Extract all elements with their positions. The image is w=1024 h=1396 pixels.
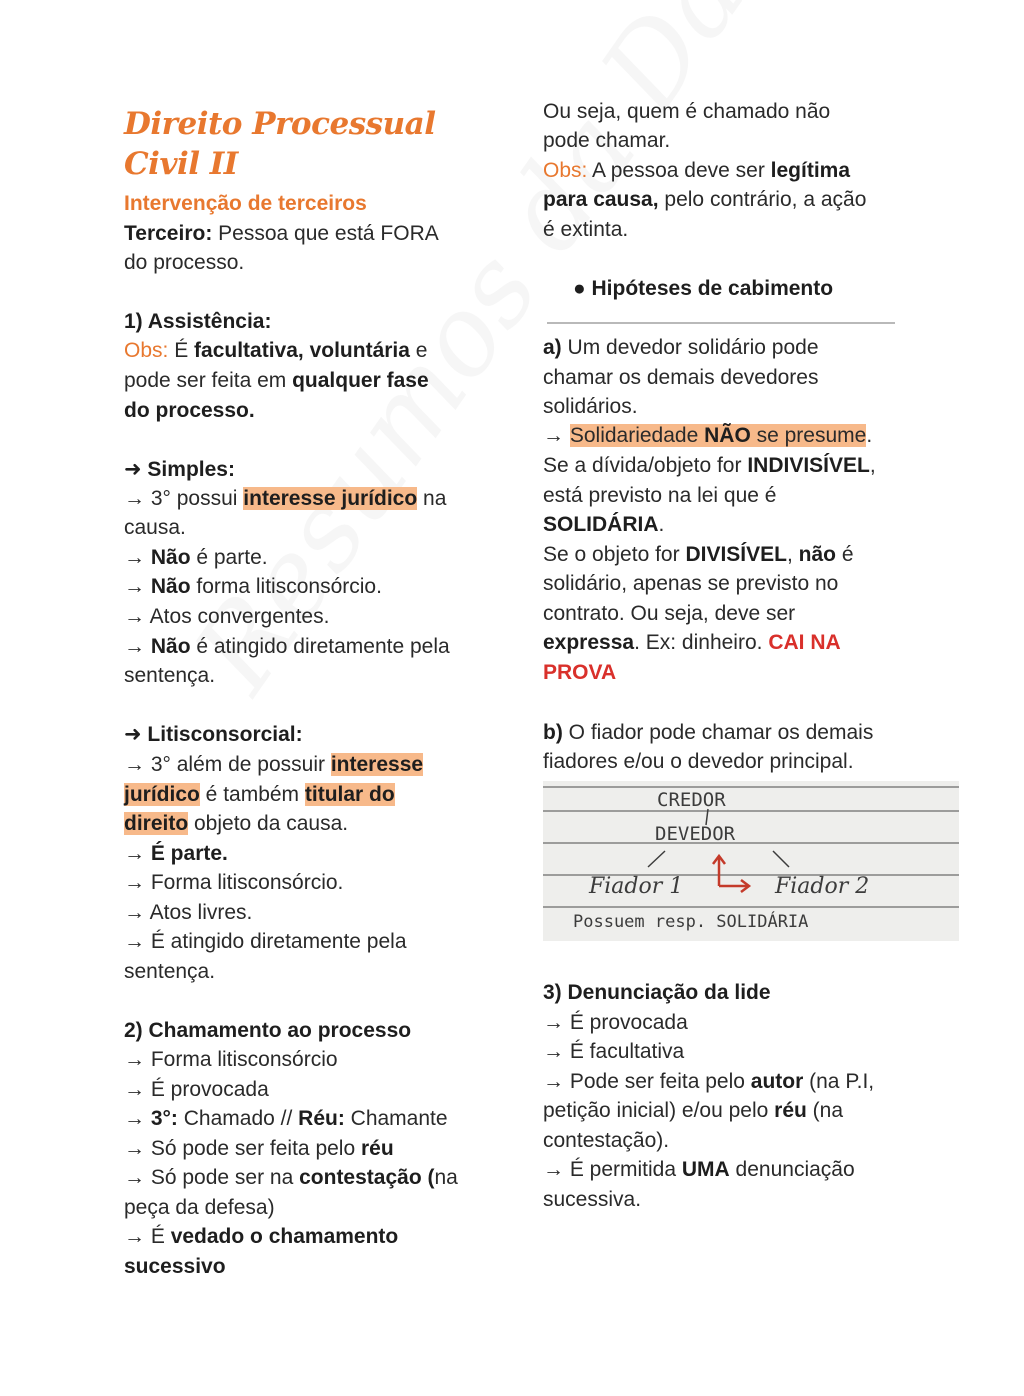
text-line: sentença.	[124, 960, 216, 983]
alert-text: CAI NA	[768, 631, 841, 654]
text-line: do processo.	[124, 251, 245, 274]
bullet-line: → Atos convergentes.	[124, 605, 330, 628]
text-line: está previsto na lei que é	[543, 484, 777, 507]
bullet-line: → Solidariedade NÃO se presume.	[543, 424, 873, 447]
text-line: contrato. Ou seja, deve ser	[543, 602, 796, 625]
text-line: peça da defesa)	[124, 1196, 275, 1219]
link-line	[773, 851, 789, 867]
bullet-line: → 3°: Chamado // Réu: Chamante	[124, 1107, 448, 1130]
hipotese-b: b) O fiador pode chamar os demais	[543, 721, 874, 744]
bullet-line: → É atingido diretamente pela	[124, 930, 407, 953]
bullet-line: → Pode ser feita pelo autor (na P.I,	[543, 1070, 875, 1093]
diagram-svg	[543, 781, 959, 941]
highlight: jurídico	[124, 783, 200, 806]
text-line: é extinta.	[543, 218, 629, 241]
denunciacao-heading: 3) Denunciação da lide	[543, 981, 771, 1004]
bullet-line: → Atos livres.	[124, 901, 253, 924]
caption-label: Possuem resp. SOLIDÁRIA	[573, 912, 809, 932]
text-line: pode ser feita em qualquer fase	[124, 369, 429, 392]
bullet-line: → Forma litisconsórcio	[124, 1048, 338, 1071]
link-line	[648, 851, 665, 867]
text-line: fiadores e/ou o devedor principal.	[543, 750, 854, 773]
bullet-line: → Só pode ser feita pelo réu	[124, 1137, 394, 1160]
bullet-line: → 3° possui interesse jurídico na	[124, 487, 447, 510]
text-line: causa.	[124, 516, 186, 539]
divider	[547, 322, 895, 324]
highlight: direito	[124, 812, 189, 835]
bullet-line: → É provocada	[543, 1011, 688, 1034]
text-line: Se o objeto for DIVISÍVEL, não é	[543, 543, 854, 566]
hipotese-a: a) Um devedor solidário pode	[543, 336, 819, 359]
highlight: Solidariedade NÃO se presume	[569, 424, 867, 447]
text-line: Ou seja, quem é chamado não	[543, 100, 831, 123]
credor-label: CREDOR	[657, 789, 726, 811]
text-line: chamar os demais devedores	[543, 366, 819, 389]
text-line: solidários.	[543, 395, 638, 418]
bullet-line: → Só pode ser na contestação (na	[124, 1166, 458, 1189]
text-line: sentença.	[124, 664, 216, 687]
bullet-line: → Forma litisconsórcio.	[124, 871, 344, 894]
fiador1-label: Fiador 1	[589, 874, 684, 899]
devedor-label: DEVEDOR	[655, 823, 736, 845]
fiador2-label: Fiador 2	[775, 874, 870, 899]
obs-line: Obs: É facultativa, voluntária e	[124, 339, 428, 362]
highlight: interesse jurídico	[243, 487, 418, 510]
text-line: SOLIDÁRIA.	[543, 513, 665, 536]
text-line: pode chamar.	[543, 129, 671, 152]
text-line: direito objeto da causa.	[124, 812, 349, 835]
bullet-line: → É facultativa	[543, 1040, 685, 1063]
bullet-line: → É vedado o chamamento	[124, 1225, 399, 1248]
text-line: jurídico é também titular do	[124, 783, 395, 806]
hipoteses-heading: ● Hipóteses de cabimento	[573, 277, 834, 300]
text-line: petição inicial) e/ou pelo réu (na	[543, 1099, 844, 1122]
assistencia-heading: 1) Assistência:	[124, 310, 272, 333]
section-title: Intervenção de terceiros	[124, 192, 367, 215]
bullet-line: → É permitida UMA denunciação	[543, 1158, 855, 1181]
bullet-line: → É provocada	[124, 1078, 269, 1101]
chamamento-heading: 2) Chamamento ao processo	[124, 1019, 412, 1042]
text-line: sucessiva.	[543, 1188, 642, 1211]
text-line: para causa, pelo contrário, a ação	[543, 188, 867, 211]
text-line: do processo.	[124, 399, 255, 422]
text-line: expressa. Ex: dinheiro. CAI NA	[543, 631, 841, 654]
litisconsorcial-heading: ➜ Litisconsorcial:	[124, 723, 303, 746]
bullet-line: → Não forma litisconsórcio.	[124, 575, 382, 598]
alert-text: PROVA	[543, 661, 617, 684]
red-arrow	[713, 856, 749, 892]
highlight: titular do	[304, 783, 395, 806]
text-line: sucessivo	[124, 1255, 226, 1278]
highlight: interesse	[330, 753, 424, 776]
bullet-line: → Não é atingido diretamente pela	[124, 635, 450, 658]
text-line: contestação).	[543, 1129, 670, 1152]
handwritten-diagram	[543, 781, 959, 941]
bullet-line: → 3° além de possuir interesse	[124, 753, 424, 776]
obs-line: Obs: A pessoa deve ser legítima	[543, 159, 851, 182]
bullet-line: → É parte.	[124, 842, 228, 865]
text-line: solidário, apenas se previsto no	[543, 572, 839, 595]
terceiro-definition: Terceiro: Pessoa que está FORA	[124, 222, 439, 245]
text-line: Se a dívida/objeto for INDIVISÍVEL,	[543, 454, 876, 477]
bullet-line: → Não é parte.	[124, 546, 268, 569]
page-title: Direito Processual Civil II	[124, 106, 436, 182]
terceiro-label: Terceiro:	[124, 222, 213, 245]
simples-heading: ➜ Simples:	[124, 458, 235, 481]
